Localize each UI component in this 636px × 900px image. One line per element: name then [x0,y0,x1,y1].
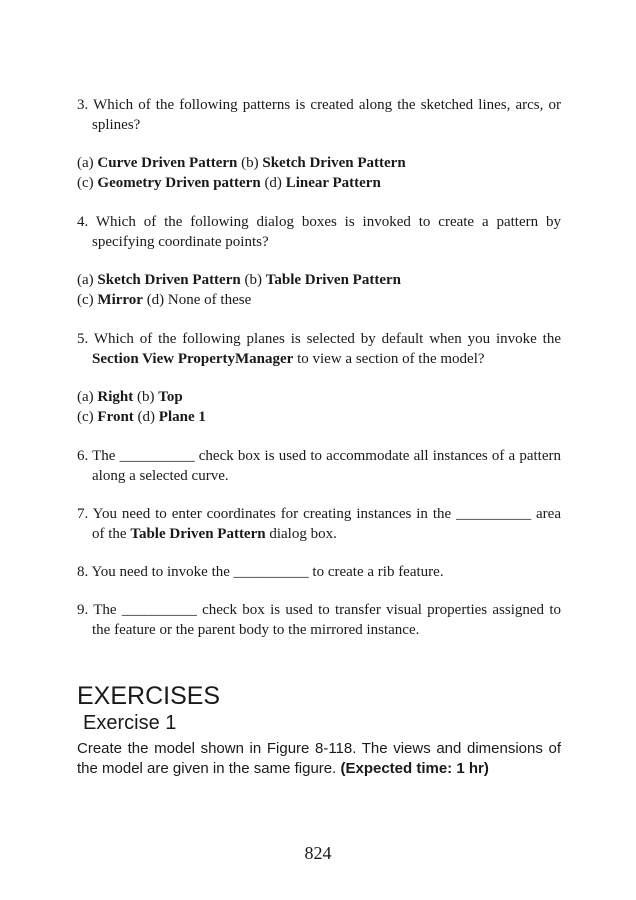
question-3: 3. Which of the following patterns is created along the sketched lines, arcs, or splines? [77,97,561,133]
exercise-1-body: Create the model shown in Figure 8-118. The views and dimensions of the model are given in the same figure. (Expected time: 1 hr) [77,740,561,777]
option-d: Plane 1 [158,409,206,425]
option-b: Top [158,389,183,405]
option-b: Sketch Driven Pattern [262,155,406,171]
question-3-options-ab: (a) Curve Driven Pattern (b) Sketch Driven Pattern [77,155,406,171]
question-5-options-cd: (c) Front (d) Plane 1 [77,409,206,425]
question-6: 6. The __________ check box is used to accommodate all instances of a pattern along a selected curve. [77,448,561,484]
question-4-options-ab: (a) Sketch Driven Pattern (b) Table Driven Pattern [77,272,401,288]
option-d: Linear Pattern [285,175,381,191]
question-4-options-cd: (c) Mirror (d) None of these [77,292,252,308]
page-content [77,95,561,779]
option-c: Mirror [97,292,143,308]
question-3-options-cd: (c) Geometry Driven pattern (d) Linear Pattern [77,175,381,191]
exercise-1-heading: Exercise 1 [83,712,177,734]
question-9: 9. The __________ check box is used to transfer visual properties assigned to the feature or the parent body to the mirrored instance. [77,602,561,638]
question-5: 5. Which of the following planes is selected by default when you invoke the Section View PropertyManager to view a section of the model? [77,331,561,367]
option-c: Geometry Driven pattern [97,175,261,191]
option-d: (d) None of these [142,292,252,308]
question-8: 8. You need to invoke the __________ to create a rib feature. [77,564,444,580]
option-b: Table Driven Pattern [265,272,401,288]
page-number: 824 [304,843,332,863]
option-a: Right [97,389,134,405]
question-7: 7. You need to enter coordinates for creating instances in the __________ area of the Table Driven Pattern dialog box. [77,506,561,542]
exercises-heading: EXERCISES [77,682,221,710]
question-4: 4. Which of the following dialog boxes is invoked to create a pattern by specifying coordinate points? [77,214,561,250]
question-5-options-ab: (a) Right (b) Top [77,389,183,405]
option-a: Sketch Driven Pattern [97,272,241,288]
option-c: Front [97,409,134,425]
option-a: Curve Driven Pattern [97,155,238,171]
